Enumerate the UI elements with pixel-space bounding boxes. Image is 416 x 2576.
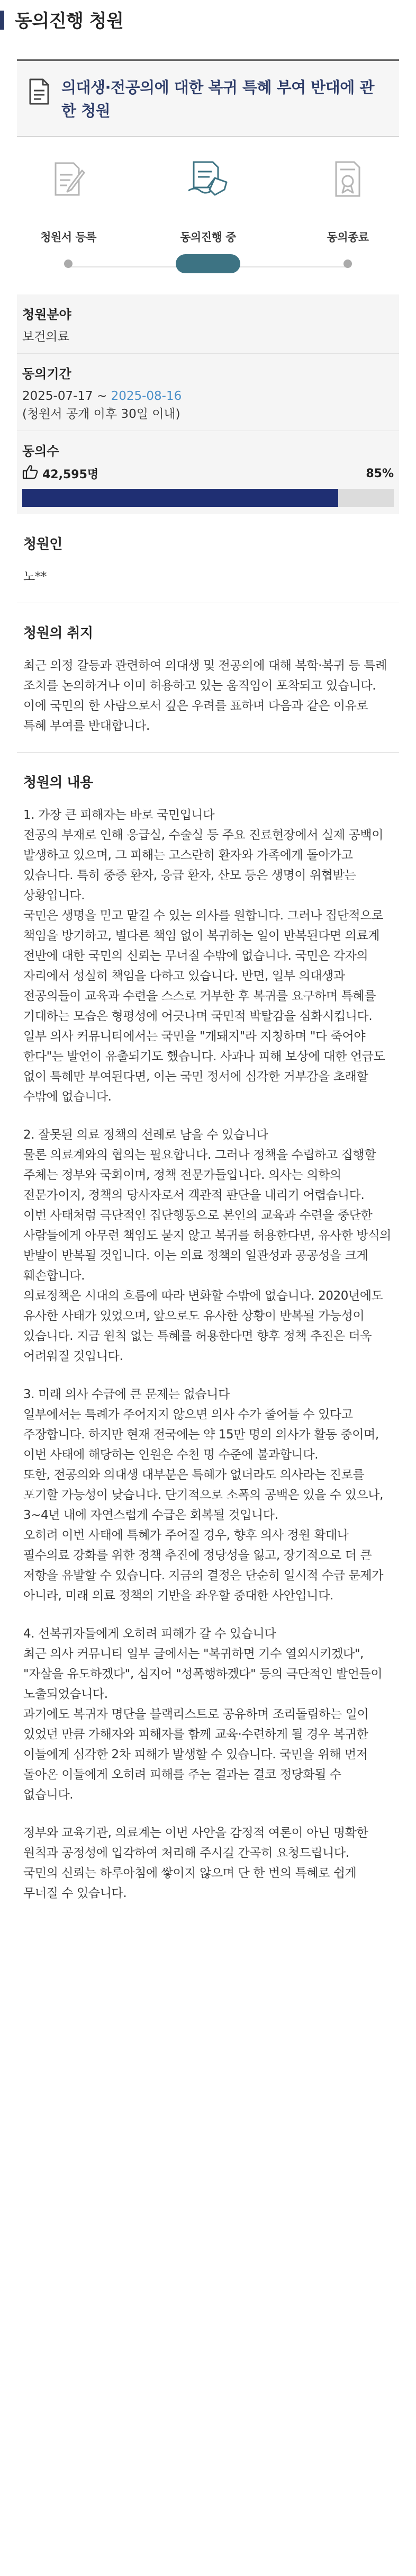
content-block-3 bbox=[23, 1384, 393, 1606]
votes-count-wrap bbox=[22, 464, 98, 482]
period-row bbox=[17, 354, 399, 431]
period-note: (청원서 공개 이후 30일 이내) bbox=[22, 407, 180, 421]
content-section bbox=[17, 753, 399, 1937]
document-icon bbox=[29, 76, 52, 122]
step-closed bbox=[287, 153, 409, 268]
petitioner-name: 노** bbox=[23, 570, 47, 584]
votes-label: 동의수 bbox=[22, 444, 59, 459]
field-label: 청원분야 bbox=[22, 307, 71, 322]
votes-progress-fill bbox=[22, 489, 338, 507]
step-indicator bbox=[343, 260, 352, 268]
step-label: 동의종료 bbox=[327, 231, 369, 244]
votes-count: 42,595명 bbox=[42, 468, 99, 481]
content-paragraph: 2. 잘못된 의료 정책의 선례로 남을 수 있습니다 물론 의료계와의 협의는 필요합니다. 그러나 정책을 수립하고 집행할 주체는 정부와 국회이며, 정책 전문가들입니다. 의사는 의학의 전문가이지, 정책의 당사자로서 객관적 판단을 내리기 어렵습니다. 이번 사태처럼 극단적인 집단행동으로 본인의 교육과 수련을 중단한 사람들에게 아무런 책임도 묻지 않고 복귀를 허용한다면, 유사한 방식의 반발이 반복될 것입니다. 이는 의료 정책의 일관성과 공공성을 크게 훼손합니다. 의료정책은 시대의 흐름에 따라 변화할 수밖에 없습니다. 2020년에도 유사한 사태가 있었으며, 앞으로도 유사한 상황이 반복될 가능성이 있습니다. 지금 원칙 없는 특혜를 허용한다면 향후 정책 추진은 더욱 어려워질 것입니다. bbox=[23, 1128, 391, 1363]
step-label: 청원서 등록 bbox=[40, 231, 96, 244]
certificate-icon bbox=[321, 153, 374, 205]
petition-title: 의대생·전공의에 대한 복귀 특혜 부여 반대에 관한 청원 bbox=[61, 78, 374, 120]
content-paragraph: 1. 가장 큰 피해자는 바로 국민입니다 전공의 부재로 인해 응급실, 수술실 등 주요 진료현장에서 실제 공백이 발생하고 있으며, 그 피해는 고스란히 환자와 가족에게 돌아가고 있습니다. 특히 중증 환자, 응급 환자, 산모 등은 생명이 위협받는 상황입니다. 국민은 생명을 믿고 맡길 수 있는 의사를 원합니다. 그러나 집단적으로 책임을 방기하고, 별다른 책임 없이 복귀하는 일이 반복된다면 의료계 전반에 대한 국민의 신뢰는 무너질 수밖에 없습니다. 국민은 각자의 자리에서 성실히 책임을 다하고 있습니다. 반면, 일부 의대생과 전공의들이 교육과 수련을 스스로 거부한 후 복귀를 요구하며 특혜를 기대하는 모습은 형평성에 어긋나며 국민적 박탈감을 심화시킵니다. 일부 의사 커뮤니티에서는 국민을 "개돼지"라 지칭하며 "다 죽어야 한다"는 발언이 유출되기도 했습니다. 사과나 피해 보상에 대한 언급도 없이 특혜만 부여된다면, 이는 국민 정서에 심각한 거부감을 초래할 수밖에 없습니다. bbox=[23, 808, 385, 1104]
document-pen-icon bbox=[42, 153, 95, 205]
votes-row bbox=[17, 431, 399, 514]
step-registration bbox=[7, 153, 129, 268]
content-block-closing bbox=[23, 1823, 393, 1903]
votes-line bbox=[22, 464, 394, 482]
votes-progress-bar bbox=[22, 489, 394, 507]
page-title: 동의진행 청원 bbox=[15, 10, 124, 32]
content-block-4 bbox=[23, 1624, 393, 1805]
content-paragraph: 3. 미래 의사 수급에 큰 문제는 없습니다 일부에서는 특례가 주어지지 않으면 의사 수가 줄어들 수 있다고 주장합니다. 하지만 현재 전국에는 약 15만 명의 의사가 활동 중이며, 이번 사태에 해당하는 인원은 수천 명 수준에 불과합니다. 또한, 전공의와 의대생 대부분은 특혜가 없더라도 의사라는 진로를 포기할 가능성이 낮습니다. 단기적으로 소폭의 공백은 있을 수 있으나, 3~4년 내에 자연스럽게 수급은 회복될 것입니다. 오히려 이번 사태에 특혜가 주어질 경우, 향후 의사 정원 확대나 필수의료 강화를 위한 정책 추진에 정당성을 잃고, 장기적으로 더 큰 저항을 유발할 수 있습니다. 지금의 결정은 단순히 일시적 수급 문제가 아니라, 미래 의료 정책의 기반을 좌우할 중대한 사안입니다. bbox=[23, 1388, 384, 1603]
field-row bbox=[17, 294, 399, 354]
content-block-2 bbox=[23, 1125, 393, 1366]
content-block-1 bbox=[23, 805, 393, 1107]
period-dates bbox=[22, 387, 394, 405]
votes-percent: 85% bbox=[366, 467, 394, 480]
period-end: 2025-08-16 bbox=[111, 389, 182, 403]
signing-hand-icon bbox=[182, 153, 234, 205]
period-start: 2025-07-17 ~ bbox=[22, 389, 111, 403]
step-indicator-active bbox=[176, 254, 240, 273]
content-paragraph: 정부와 교육기관, 의료계는 이번 사안을 감정적 여론이 아닌 명확한 원칙과 공정성에 입각하여 처리해 주시길 간곡히 요청드립니다. 국민의 신뢰는 하루아침에 쌓이지 않으며 단 한 번의 특혜로 쉽게 무너질 수 있습니다. bbox=[23, 1826, 368, 1900]
progress-steps bbox=[17, 137, 399, 290]
step-label: 동의진행 중 bbox=[180, 231, 236, 244]
step-voting-active bbox=[147, 153, 269, 273]
petitioner-label: 청원인 bbox=[23, 536, 62, 552]
step-indicator bbox=[64, 260, 73, 268]
header-accent-bar bbox=[0, 11, 4, 30]
content-label: 청원의 내용 bbox=[23, 775, 93, 791]
petitioner-section bbox=[17, 514, 399, 603]
thumbs-up-icon bbox=[22, 464, 38, 482]
field-value: 보건의료 bbox=[22, 330, 69, 344]
purpose-text: 최근 의정 갈등과 관련하여 의대생 및 전공의에 대해 복학·복귀 등 특례 조치를 논의하거나 이미 허용하고 있는 움직임이 포착되고 있습니다. 이에 국민의 한 사람으로서 깊은 우려를 표하며 다음과 같은 이유로 특혜 부여를 반대합니다. bbox=[23, 659, 387, 733]
petition-title-box bbox=[17, 59, 399, 137]
content-paragraph: 4. 선복귀자들에게 오히려 피해가 갈 수 있습니다 최근 의사 커뮤니티 일부 글에서는 "복귀하면 기수 열외시키겠다", "자살을 유도하겠다", 심지어 "성폭행하겠다" 등의 극단적인 발언들이 노출되었습니다. 과거에도 복귀자 명단을 블랙리스트로 공유하며 조리돌림하는 일이 있었던 만큼 가해자와 피해자를 함께 교육·수련하게 될 경우 복귀한 이들에게 심각한 2차 피해가 발생할 수 있습니다. 국민을 위해 먼저 돌아온 이들에게 오히려 피해를 주는 결과는 결코 정당화될 수 없습니다. bbox=[23, 1627, 383, 1802]
page-header bbox=[0, 0, 416, 38]
petition-info bbox=[17, 294, 399, 514]
purpose-label: 청원의 취지 bbox=[23, 625, 93, 641]
purpose-section bbox=[17, 603, 399, 753]
period-label: 동의기간 bbox=[22, 366, 71, 381]
